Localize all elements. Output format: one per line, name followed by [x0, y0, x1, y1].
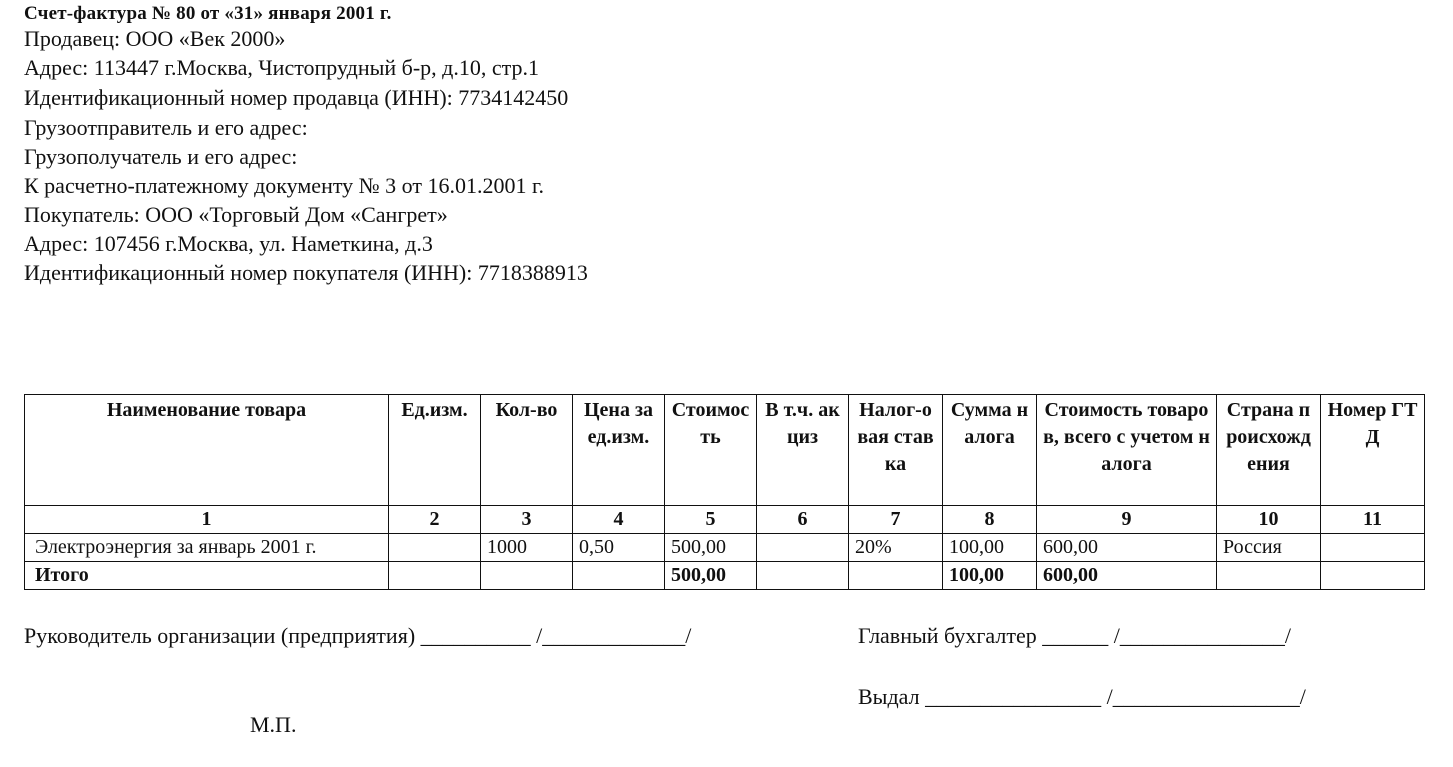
director-signature-line: Руководитель организации (предприятия) __________ /_____________/ [24, 623, 692, 648]
cell-product-name: Электроэнергия за январь 2001 г. [25, 534, 389, 562]
stamp-placeholder: М.П. [250, 712, 297, 737]
cell-tax-rate: 20% [849, 534, 943, 562]
column-header-unit-price: Цена за ед.изм. [573, 395, 665, 506]
column-number: 8 [943, 506, 1037, 534]
column-header-product-name: Наименование товара [25, 395, 389, 506]
column-header-cost: Стоимость [665, 395, 757, 506]
total-unit [389, 562, 481, 590]
cell-unit [389, 534, 481, 562]
column-number: 1 [25, 506, 389, 534]
cell-cost: 500,00 [665, 534, 757, 562]
seller-address-line: Адрес: 113447 г.Москва, Чистопрудный б-р, д.10, стр.1 [24, 55, 540, 80]
total-excise [757, 562, 849, 590]
column-number: 3 [481, 506, 573, 534]
total-row [25, 562, 1425, 590]
cell-customs-number [1321, 534, 1425, 562]
column-header-total-with-tax: Стоимость товаров, всего с учетом налога [1037, 395, 1217, 506]
column-header-quantity: Кол-во [481, 395, 573, 506]
total-with-tax: 600,00 [1037, 562, 1217, 590]
accountant-signature-line: Главный бухгалтер ______ /_______________/ [858, 623, 1291, 648]
column-header-country: Страна происхождения [1217, 395, 1321, 506]
issued-by-signature-line: Выдал ________________ /_________________/ [858, 684, 1306, 709]
column-number: 2 [389, 506, 481, 534]
column-header-tax-rate: Налог-овая ставка [849, 395, 943, 506]
shipper-line: Грузоотправитель и его адрес: [24, 115, 308, 140]
total-tax-rate [849, 562, 943, 590]
total-customs-number [1321, 562, 1425, 590]
total-cost: 500,00 [665, 562, 757, 590]
total-tax-amount: 100,00 [943, 562, 1037, 590]
table-row [25, 534, 1425, 562]
buyer-inn-line: Идентификационный номер покупателя (ИНН): 7718388913 [24, 260, 588, 285]
cell-total-with-tax: 600,00 [1037, 534, 1217, 562]
column-number: 5 [665, 506, 757, 534]
total-unit-price [573, 562, 665, 590]
total-label: Итого [25, 562, 389, 590]
seller-line: Продавец: ООО «Век 2000» [24, 26, 286, 51]
column-header-tax-amount: Сумма налога [943, 395, 1037, 506]
cell-country: Россия [1217, 534, 1321, 562]
column-header-excise: В т.ч. акциз [757, 395, 849, 506]
consignee-line: Грузополучатель и его адрес: [24, 144, 298, 169]
column-number: 6 [757, 506, 849, 534]
buyer-line: Покупатель: ООО «Торговый Дом «Сангрет» [24, 202, 448, 227]
table-header-row [25, 395, 1425, 506]
column-numbers-row [25, 506, 1425, 534]
total-country [1217, 562, 1321, 590]
invoice-title: Счет-фактура № 80 от «31» января 2001 г. [24, 3, 392, 24]
total-quantity [481, 562, 573, 590]
invoice-table [24, 394, 1425, 590]
column-number: 4 [573, 506, 665, 534]
column-header-unit: Ед.изм. [389, 395, 481, 506]
cell-quantity: 1000 [481, 534, 573, 562]
column-header-customs-number: Номер ГТД [1321, 395, 1425, 506]
column-number: 10 [1217, 506, 1321, 534]
payment-document-line: К расчетно-платежному документу № 3 от 16.01.2001 г. [24, 173, 545, 198]
column-number: 7 [849, 506, 943, 534]
cell-unit-price: 0,50 [573, 534, 665, 562]
column-number: 11 [1321, 506, 1425, 534]
seller-inn-line: Идентификационный номер продавца (ИНН): 7734142450 [24, 85, 569, 110]
cell-tax-amount: 100,00 [943, 534, 1037, 562]
buyer-address-line: Адрес: 107456 г.Москва, ул. Наметкина, д.3 [24, 231, 433, 256]
column-number: 9 [1037, 506, 1217, 534]
cell-excise [757, 534, 849, 562]
